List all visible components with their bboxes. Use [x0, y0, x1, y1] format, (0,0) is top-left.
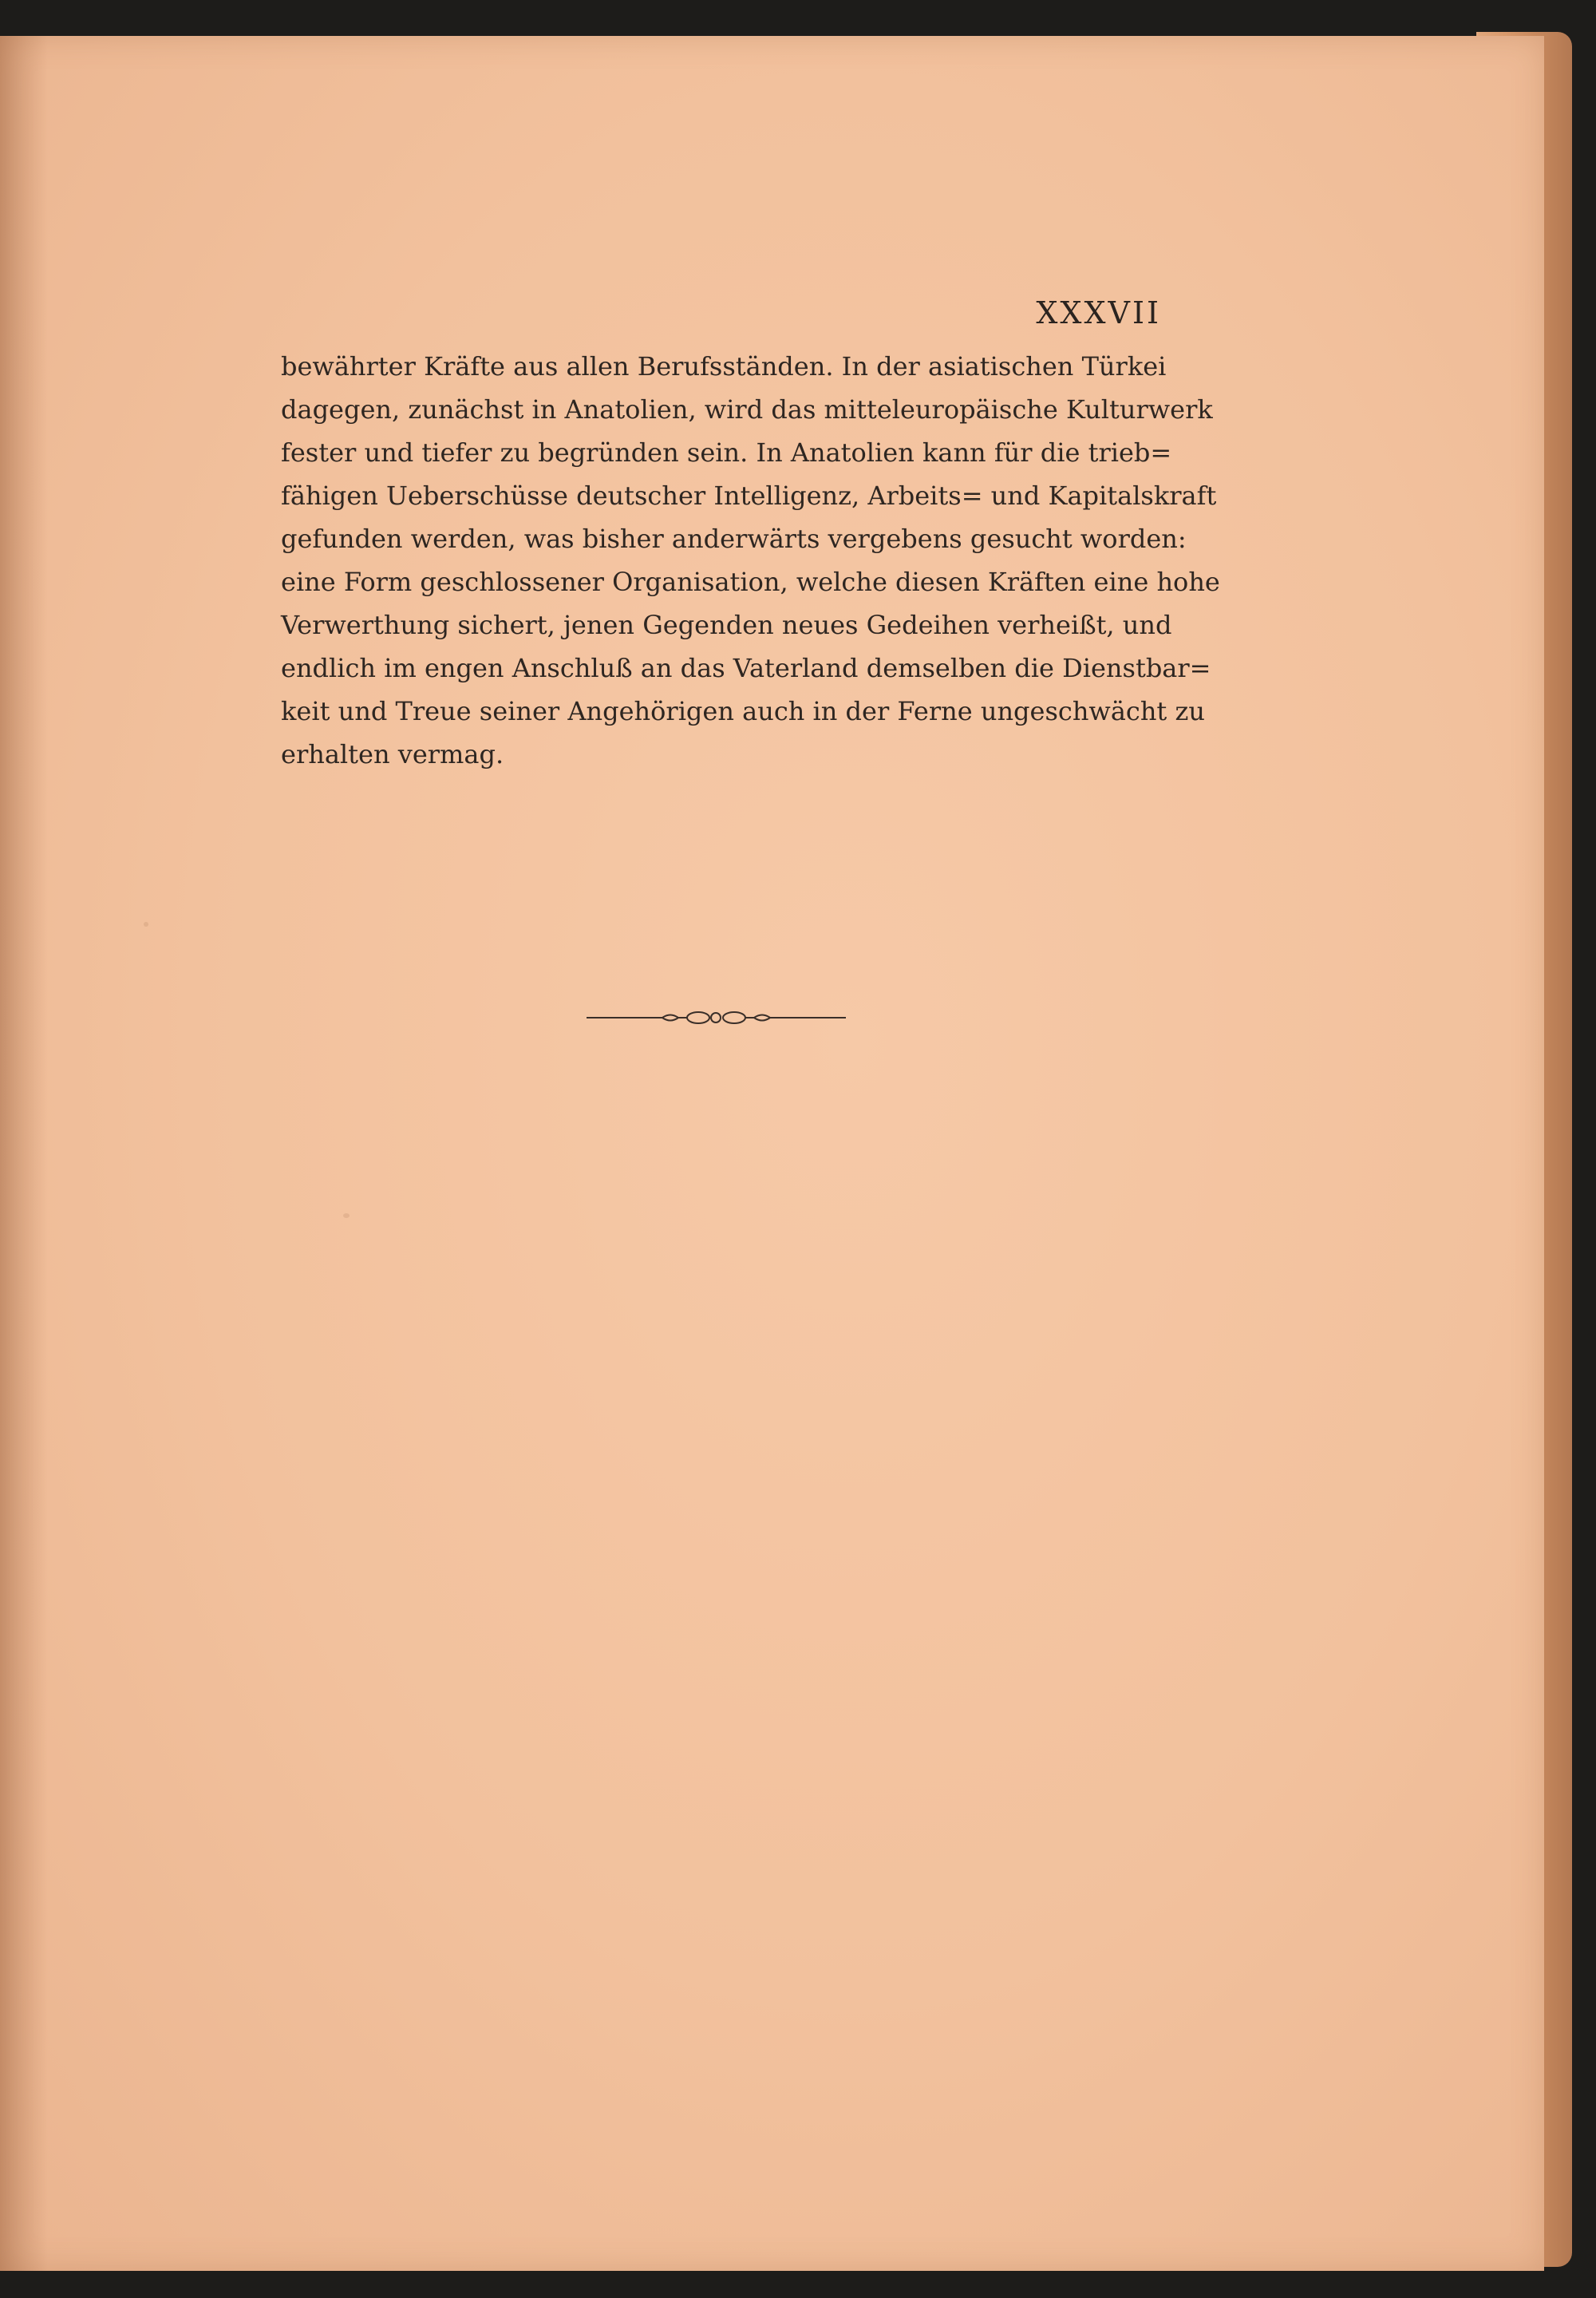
text-line: endlich im engen Anschluß an das Vaterland demselben die Dienstbar= [281, 653, 1211, 683]
paper-spot [343, 1213, 350, 1218]
text-line: dagegen, zunächst in Anatolien, wird das mitteleuropäische Kulturwerk [281, 394, 1213, 425]
ornament-divider [587, 1006, 846, 1030]
text-line: erhalten vermag. [281, 739, 504, 769]
text-line: keit und Treue seiner Angehörigen auch in der Ferne ungeschwächt zu [281, 696, 1205, 726]
text-line: Verwerthung sichert, jenen Gegenden neues Gedeihen verheißt, und [281, 610, 1172, 640]
page-number: XXXVII [1036, 295, 1161, 330]
text-line: fester und tiefer zu begründen sein. In Anatolien kann für die trieb= [281, 437, 1172, 468]
body-text [281, 345, 1220, 776]
text-line: bewährter Kräfte aus allen Berufsständen. In der asiatischen Türkei [281, 351, 1167, 382]
text-line: eine Form geschlossener Organisation, welche diesen Kräften eine hohe [281, 567, 1220, 597]
paper-spot [144, 922, 148, 927]
text-line: fähigen Ueberschüsse deutscher Intelligenz, Arbeits= und Kapitalskraft [281, 481, 1217, 511]
text-line: gefunden werden, was bisher anderwärts vergebens gesucht worden: [281, 524, 1187, 554]
